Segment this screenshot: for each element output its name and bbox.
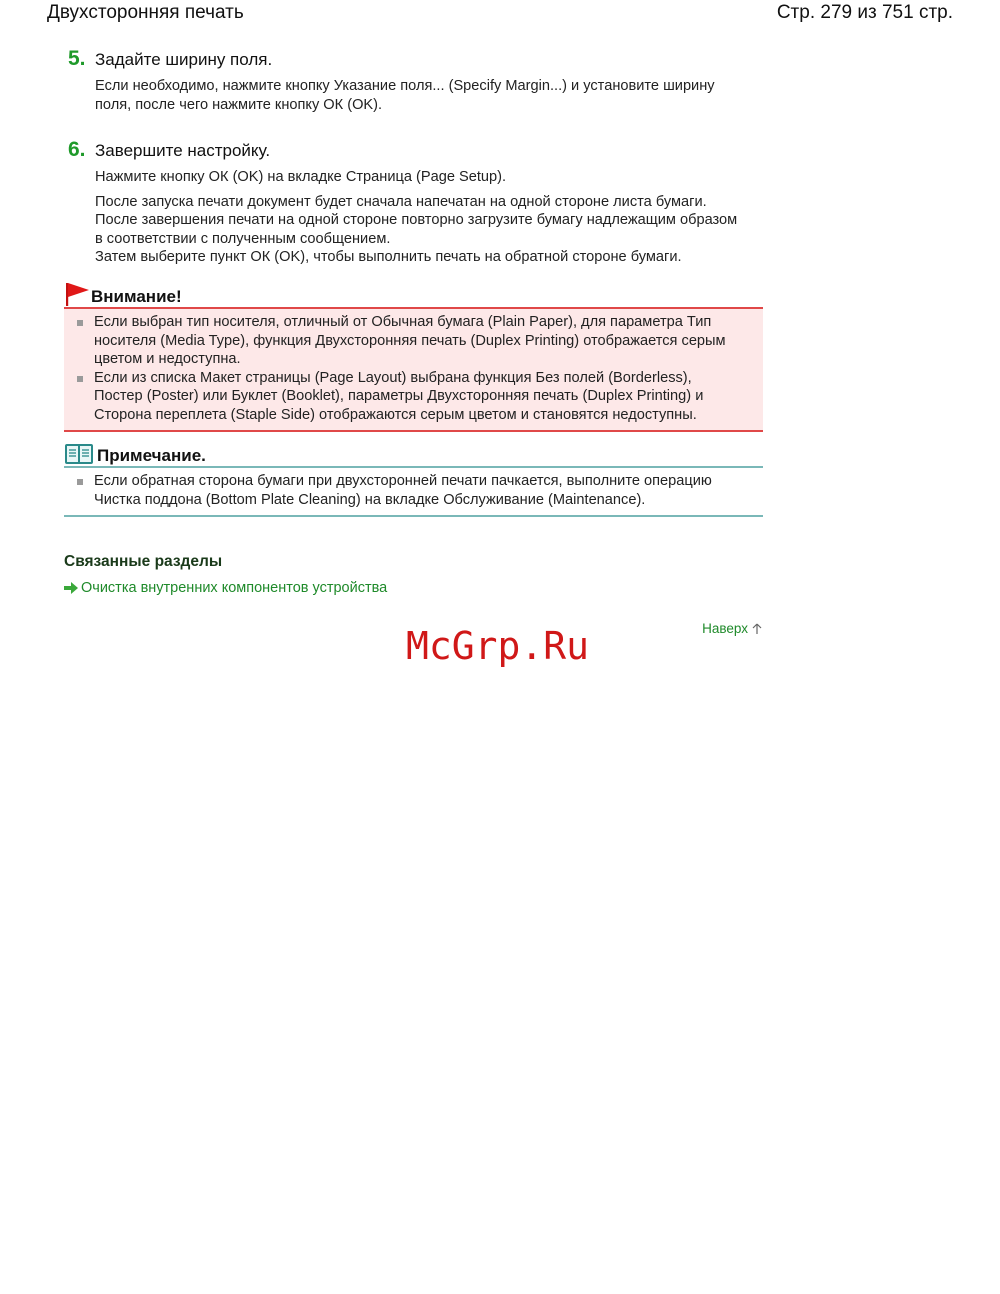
- note-box: [64, 440, 763, 517]
- list-item-line: Сторона переплета (Staple Side) отображаются серым цветом и становятся недоступны.: [94, 406, 697, 423]
- step-6: [68, 138, 768, 267]
- back-to-top-label[interactable]: Наверх: [702, 621, 748, 636]
- step-line: После запуска печати документ будет сначала напечатан на одной стороне листа бумаги.: [95, 193, 707, 210]
- page-counter: Стр. 279 из 751 стр.: [776, 2, 953, 23]
- attention-content: [64, 307, 763, 432]
- attention-header: [64, 277, 763, 307]
- list-item-line: носителя (Media Type), функция Двухсторонняя печать (Duplex Printing) отображается серым: [94, 332, 726, 349]
- list-item-line: Если выбран тип носителя, отличный от Обычная бумага (Plain Paper), для параметра Тип: [94, 314, 712, 330]
- list-item: [64, 472, 763, 509]
- up-arrow-icon: [752, 623, 762, 635]
- step-line: Нажмите кнопку ОК (OK) на вкладке Страница (Page Setup).: [95, 169, 507, 185]
- step-line: Затем выберите пункт ОК (OK), чтобы выполнить печать на обратной стороне бумаги.: [95, 249, 682, 265]
- list-item-line: Если из списка Макет страницы (Page Layout) выбрана функция Без полей (Borderless),: [94, 369, 692, 386]
- note-title: Примечание.: [97, 446, 206, 465]
- step-title: Задайте ширину поля.: [95, 50, 273, 69]
- list-item-line: цветом и недоступна.: [94, 351, 241, 367]
- step-5: [68, 47, 768, 114]
- list-item: [64, 313, 763, 369]
- related-title: Связанные разделы: [64, 553, 223, 570]
- related-link-label[interactable]: Очистка внутренних компонентов устройства: [81, 580, 388, 596]
- watermark-text: McGrp.Ru: [406, 624, 590, 668]
- step-description: [95, 168, 768, 267]
- list-item-line: Чистка поддона (Bottom Plate Cleaning) на вкладке Обслуживание (Maintenance).: [94, 491, 646, 508]
- list-item: [64, 369, 763, 425]
- note-content: [64, 466, 763, 517]
- attention-box: [64, 277, 763, 432]
- step-title: Завершите настройку.: [95, 141, 271, 160]
- attention-title: Внимание!: [91, 287, 182, 306]
- related-sections: [64, 553, 387, 596]
- related-link[interactable]: [64, 580, 387, 596]
- red-flag-icon: [64, 281, 90, 307]
- step-line: поля, после чего нажмите кнопку ОК (OK).: [95, 96, 383, 113]
- note-header: [64, 440, 763, 466]
- list-item-line: Постер (Poster) или Буклет (Booklet), параметры Двухсторонняя печать (Duplex Printing) и: [94, 388, 704, 404]
- green-arrow-icon: [64, 582, 78, 594]
- step-number: 6.: [68, 138, 86, 161]
- step-number: 5.: [68, 47, 86, 70]
- back-to-top-link[interactable]: [702, 621, 762, 636]
- list-item-line: Если обратная сторона бумаги при двухсторонней печати пачкается, выполните операцию: [94, 473, 712, 489]
- step-description: [95, 77, 768, 114]
- step-line: Если необходимо, нажмите кнопку Указание поля... (Specify Margin...) и установите ширину: [95, 78, 715, 94]
- step-line: После завершения печати на одной стороне повторно загрузите бумагу надлежащим образом: [95, 212, 738, 228]
- step-line: в соответствии с полученным сообщением.: [95, 230, 391, 247]
- page-header-title: Двухсторонняя печать: [47, 2, 244, 23]
- open-book-icon: [64, 442, 94, 466]
